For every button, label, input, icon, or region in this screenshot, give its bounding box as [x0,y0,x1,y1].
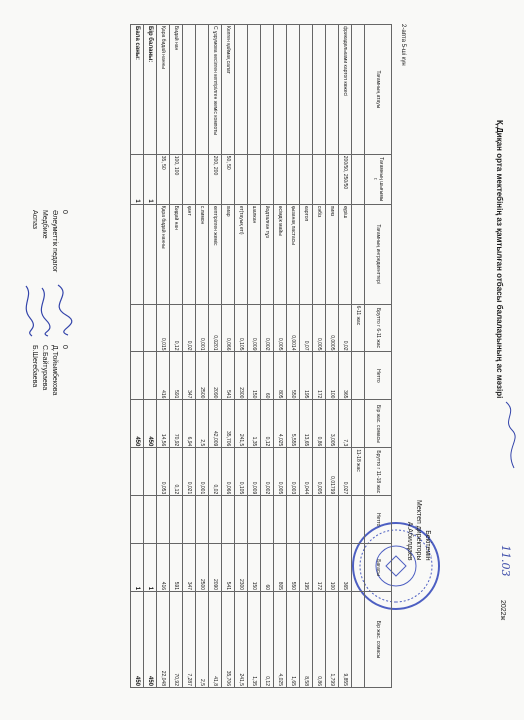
total-count-2: 1 [131,544,144,592]
cell-d: 0,005 [313,448,326,496]
table-row [300,25,313,688]
col-subheader: 6-11 жас [352,304,365,352]
cell-f: 1,35 [248,592,261,688]
col-header: Тағамның атауы [365,25,392,155]
cell-empty [183,496,196,544]
cell-yield [287,154,300,204]
director-name: А.Абилдаев [406,521,413,561]
cell-ing: ет(тауық еті) [235,204,248,304]
cell-c: 0,12 [261,400,274,448]
cell-c: 4,025 [274,400,287,448]
cell-yield [235,154,248,204]
total-per-child-row [144,25,157,688]
cell-empty [196,496,209,544]
cell-empty [300,496,313,544]
cell-yield [261,154,274,204]
col-subheader [352,25,365,155]
cell-d: 0,044 [300,448,313,496]
cell-ing: с.лимон [196,204,209,304]
cell-e: 541 [222,544,235,592]
cell-yield [274,154,287,204]
cell-empty [157,496,170,544]
total-sum: 450 [131,400,144,448]
cell-f: 1,65 [287,592,300,688]
cell-d: 0,001 [196,448,209,496]
col-header: Тағамның ингредиенттері [365,204,392,304]
table-row [157,25,170,688]
table-row [313,25,326,688]
table-body [157,25,365,688]
cell-ing: өсімдік майы [274,204,287,304]
total-sum-2: 450 [144,592,157,688]
cell-ing: сәбіз [313,204,326,304]
cell-e: 805 [274,544,287,592]
cell-ing: хиар [222,204,235,304]
cell-yield [326,154,339,204]
day-label: 2-апта 5-ші күн [400,24,406,66]
cell-d: 0,01799 [326,448,339,496]
table-row [222,25,235,688]
cell-a: 0,07 [300,304,313,352]
col-header: Тағамның шығымы г. [365,154,392,204]
cell-f: 0,86 [313,592,326,688]
menu-table [130,24,392,688]
cell-a: 0,002 [261,304,274,352]
cell-empty [170,496,183,544]
col-header: Бір жас. сомасы [365,592,392,688]
cell-c: 70,92 [170,400,183,448]
footer-role-2: Медбике [41,210,48,239]
cell-f: 8,58 [300,592,313,688]
director-block [405,500,432,561]
table-row [274,25,287,688]
cell-empty [209,496,222,544]
cell-empty [339,496,352,544]
total-label: Бала саны: [131,25,144,155]
cell-b: 2500 [196,352,209,400]
cell-yield [183,154,196,204]
cell-d: 0,002 [261,448,274,496]
cell-d: 0,003 [287,448,300,496]
cell-name [196,25,209,155]
col-subheader [352,496,365,544]
cell-c: 6,94 [183,400,196,448]
cell-f: 1,799 [326,592,339,688]
zero-b: 0 [61,345,68,349]
table-row [339,25,352,688]
cell-f: 9,855 [339,592,352,688]
cell-c: 42,009 [209,400,222,448]
cell-c: 1,35 [248,400,261,448]
col-subheader [352,154,365,204]
zero-a: 0 [61,210,68,214]
cell-e: 591 [170,544,183,592]
cell-d: 0,02 [209,448,222,496]
cell-b: 416 [157,352,170,400]
col-subheader [352,352,365,400]
cell-c: 7,3 [339,400,352,448]
cell-f: 0,12 [261,592,274,688]
handwritten-date: 11.03 [499,545,512,577]
cell-d: 0,009 [248,448,261,496]
col-header: Брутто г 11-18 жас [365,448,392,496]
table-row [170,25,183,688]
cell-c: 35,706 [222,400,235,448]
col-header: Бағасы [365,544,392,592]
cell-f: 7,287 [183,592,196,688]
cell-b: 100 [326,352,339,400]
cell-yield: 100, 100 [170,154,183,204]
cell-d: 0,053 [157,448,170,496]
cell-b: 550 [287,352,300,400]
cell-b: 60 [261,352,274,400]
cell-yield [196,154,209,204]
cell-yield: 35, 50 [157,154,170,204]
director-signature-icon [500,400,520,470]
cell-empty [261,496,274,544]
cell-d: 0,005 [274,448,287,496]
cell-e: 416 [157,544,170,592]
total-children-row [131,25,144,688]
cell-b: 172 [313,352,326,400]
cell-f: 2,5 [196,592,209,688]
cell-c: 0,86 [313,400,326,448]
cell-c: 13,65 [300,400,313,448]
cell-d: 0,105 [235,448,248,496]
cell-yield: 50, 50 [222,154,235,204]
cell-yield: 200, 200 [209,154,222,204]
cell-name [300,25,313,155]
cell-ing: пияз [326,204,339,304]
cell-a: 0,015 [157,304,170,352]
cell-f: 41,8 [209,592,222,688]
cell-e: 347 [183,544,196,592]
cell-b: 2090 [209,352,222,400]
total-sum-2: 450 [131,592,144,688]
cell-ing: күріш [339,204,352,304]
cell-yield [313,154,326,204]
cell-e: 2300 [235,544,248,592]
table-row [248,25,261,688]
total-label: Бір баланы: [144,25,157,155]
cell-f: 22,048 [157,592,170,688]
col-header: Бір жас. сомасы [365,400,392,448]
cell-yield [300,154,313,204]
cell-e: 195 [300,544,313,592]
table-row [261,25,274,688]
cell-yield: 200/50, 250/50 [339,154,352,204]
cell-name [261,25,274,155]
cell-a: 0,12 [170,304,183,352]
cell-e: 2090 [209,544,222,592]
col-subheader [352,592,365,688]
year-label: 2022ж [499,600,506,621]
col-header: Брутто г 6-11 жас [365,304,392,352]
cell-ing: йодталған тұз [261,204,274,304]
cell-ing: кептірілген жеміс [209,204,222,304]
cell-empty [287,496,300,544]
table-row [235,25,248,688]
cell-ing: Қара бидай нанны [157,204,170,304]
approve-label: Бекітемін [424,530,431,561]
cell-b: 541 [222,352,235,400]
cell-name [183,25,196,155]
cell-name: Келген қаймақ салат [222,25,235,155]
footer-role-1: Әлеуметтік педагог [51,210,58,273]
cell-e: 550 [287,544,300,592]
cell-name [287,25,300,155]
col-subheader [352,544,365,592]
cell-d: 0,027 [339,448,352,496]
cell-c: 14,56 [157,400,170,448]
table-header-row [365,25,392,688]
cell-b: 365 [339,352,352,400]
total-count: 1 [131,154,144,204]
cell-d: 0,12 [170,448,183,496]
total-count-2: 1 [144,544,157,592]
cell-name [235,25,248,155]
col-subheader [352,400,365,448]
cell-empty [326,496,339,544]
table-row [326,25,339,688]
cell-f: 4,025 [274,592,287,688]
cell-d: 0,066 [222,448,235,496]
cell-empty [313,496,326,544]
cell-ing: Бидай нан [170,204,183,304]
cell-a: 0,005 [274,304,287,352]
cell-e: 2500 [196,544,209,592]
cell-ing: шалкан [248,204,261,304]
cell-b: 2300 [235,352,248,400]
cell-b: 195 [300,352,313,400]
cell-e: 365 [339,544,352,592]
cell-a: 0,0201 [209,304,222,352]
cell-a: 0,0005 [326,304,339,352]
cell-e: 172 [313,544,326,592]
col-header: Нетто [365,352,392,400]
cell-ing: қант [183,204,196,304]
cell-c: 5,555 [287,400,300,448]
cell-f: 241,5 [235,592,248,688]
cell-empty [274,496,287,544]
cell-name [326,25,339,155]
cell-name [248,25,261,155]
footer-role-3: Аспаз [31,210,38,229]
cell-d: 0,021 [183,448,196,496]
cell-f: 35,706 [222,592,235,688]
col-subheader [352,204,365,304]
cell-e: 100 [326,544,339,592]
cell-c: 3,005 [326,400,339,448]
cell-a: 0,02 [183,304,196,352]
col-subheader: 11-18 жас [352,448,365,496]
table-row [287,25,300,688]
table-subheader-row [352,25,365,688]
total-sum: 450 [144,400,157,448]
cell-name [313,25,326,155]
table-row [183,25,196,688]
cell-b: 805 [274,352,287,400]
cell-a: 0,0014 [287,304,300,352]
cell-b: 347 [183,352,196,400]
cell-name: фрикадельками картоп көжесі [339,25,352,155]
total-count: 1 [144,154,157,204]
footer-name-3: Б.Шегебаева [31,345,38,388]
table-row [196,25,209,688]
cell-name: Қара бидай нанны [157,25,170,155]
cell-yield [248,154,261,204]
col-header: Нетто [365,496,392,544]
cell-empty [248,496,261,544]
cell-f: 70,92 [170,592,183,688]
cell-ing: қызанақ пастасы [287,204,300,304]
signature-icon [18,280,78,340]
cell-e: 60 [261,544,274,592]
cell-a: 0,001 [196,304,209,352]
cell-name [274,25,287,155]
cell-e: 150 [248,544,261,592]
cell-c: 241,5 [235,400,248,448]
cell-name: С ұзрумова кесілген кептірілген жеміс компоты [209,25,222,155]
cell-ing: картоп [300,204,313,304]
cell-name: Бидай нан [170,25,183,155]
cell-c: 2,5 [196,400,209,448]
cell-a: 0,02 [339,304,352,352]
table-row [209,25,222,688]
cell-b: 150 [248,352,261,400]
cell-empty [222,496,235,544]
cell-a: 0,066 [222,304,235,352]
cell-b: 591 [170,352,183,400]
menu-title: Қ.Диқан орта мектебінің аз қамтылған отбасы балаларының ас мәзірі [495,120,504,399]
footer-name-1: Д.Тойымбекова [51,345,58,396]
cell-a: 0,009 [248,304,261,352]
cell-a: 0,005 [313,304,326,352]
director-title: Мектеп директоры [415,500,422,561]
cell-a: 0,105 [235,304,248,352]
cell-empty [235,496,248,544]
footer-name-2: С.Байтураева [41,345,48,391]
